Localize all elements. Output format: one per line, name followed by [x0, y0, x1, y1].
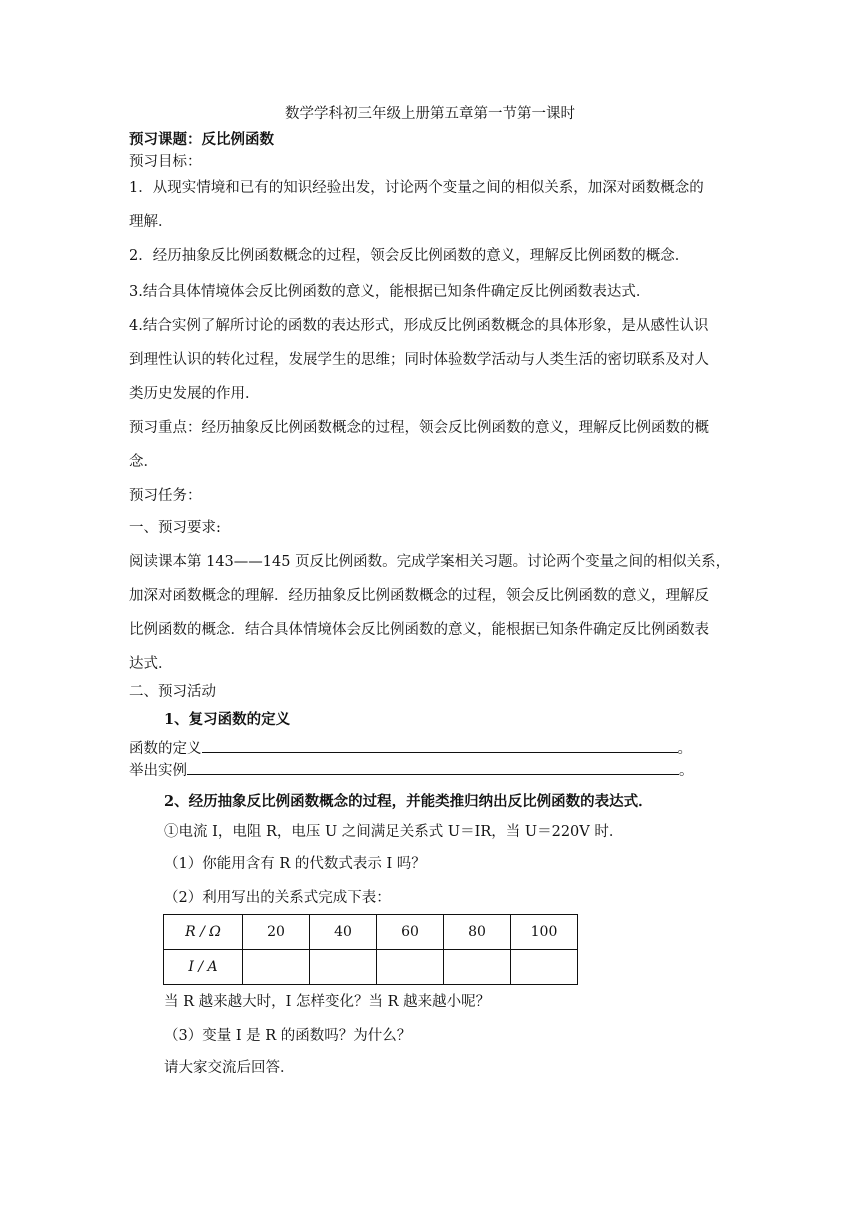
table-cell: 80 — [444, 915, 511, 950]
requirements-line-b: 加深对函数概念的理解．经历抽象反比例函数概念的过程，领会反比例函数的意义，理解反 — [129, 588, 709, 604]
table-cell: 40 — [310, 915, 377, 950]
requirements-heading: 一、预习要求: — [129, 520, 221, 536]
resistance-current-table — [163, 914, 578, 985]
problem-statement: ①电流 I，电阻 R，电压 U 之间满足关系式 U＝IR，当 U＝220V 时． — [164, 824, 624, 840]
tasks-label: 预习任务： — [129, 488, 202, 504]
question-3: （3）变量 I 是 R 的函数吗？为什么？ — [164, 1028, 412, 1044]
goals-label: 预习目标： — [129, 154, 202, 170]
topic-heading: 预习课题：反比例函数 — [129, 131, 274, 148]
example-row — [129, 760, 694, 781]
table-answer-cell[interactable] — [444, 950, 511, 985]
table-answer-cell[interactable] — [511, 950, 578, 985]
goal-item-4c: 类历史发展的作用． — [129, 386, 260, 402]
change-question: 当 R 越来越大时，I 怎样变化？当 R 越来越小呢？ — [164, 994, 491, 1010]
question-1: （1）你能用含有 R 的代数式表示 I 吗？ — [164, 856, 426, 872]
table-cell: 100 — [511, 915, 578, 950]
definition-blank[interactable] — [202, 738, 678, 753]
definition-label: 函数的定义 — [129, 741, 202, 757]
review-heading: 1、复习函数的定义 — [164, 711, 291, 728]
goal-item-1a: 1．从现实情境和已有的知识经验出发，讨论两个变量之间的相似关系，加深对函数概念的 — [129, 180, 704, 196]
page-title: 数学学科初三年级上册第五章第一节第一课时 — [285, 106, 575, 122]
requirements-line-a: 阅读课本第 143——145 页反比例函数。完成学案相关习题。讨论两个变量之间的相似关系， — [129, 554, 731, 570]
table-answer-cell[interactable] — [243, 950, 310, 985]
question-2: （2）利用写出的关系式完成下表： — [164, 890, 391, 906]
goal-item-4a: 4.结合实例了解所讨论的函数的表达形式，形成反比例函数概念的具体形象，是从感性认识 — [129, 318, 709, 334]
table-header-current: I / A — [164, 950, 243, 985]
section2-heading: 2、经历抽象反比例函数概念的过程，并能类推归纳出反比例函数的表达式． — [164, 793, 653, 810]
keypoint-line-a: 预习重点：经历抽象反比例函数概念的过程，领会反比例函数的意义，理解反比例函数的概 — [129, 420, 709, 436]
requirements-line-c: 比例函数的概念．结合具体情境体会反比例函数的意义，能根据已知条件确定反比例函数表 — [129, 622, 709, 638]
example-label: 举出实例 — [129, 763, 187, 779]
goal-item-1b: 理解． — [129, 214, 173, 230]
table-cell: 20 — [243, 915, 310, 950]
table-answer-cell[interactable] — [377, 950, 444, 985]
activities-heading: 二、预习活动 — [129, 684, 216, 700]
goal-item-4b: 到理性认识的转化过程，发展学生的思维；同时体验数学活动与人类生活的密切联系及对人 — [129, 352, 709, 368]
table-row-resistance — [164, 915, 578, 950]
example-period: 。 — [679, 763, 694, 779]
function-definition-row — [129, 738, 692, 759]
goal-item-3: 3.结合具体情境体会反比例函数的意义，能根据已知条件确定反比例函数表达式． — [129, 284, 651, 300]
example-blank[interactable] — [187, 760, 679, 775]
keypoint-line-b: 念． — [129, 454, 158, 470]
table-cell: 60 — [377, 915, 444, 950]
table-row-current — [164, 950, 578, 985]
closing-instruction: 请大家交流后回答． — [164, 1060, 295, 1076]
definition-period: 。 — [677, 741, 692, 757]
requirements-line-d: 达式． — [129, 656, 173, 672]
table-answer-cell[interactable] — [310, 950, 377, 985]
goal-item-2: 2．经历抽象反比例函数概念的过程，领会反比例函数的意义，理解反比例函数的概念． — [129, 248, 690, 264]
table-header-resistance: R / Ω — [164, 915, 243, 950]
